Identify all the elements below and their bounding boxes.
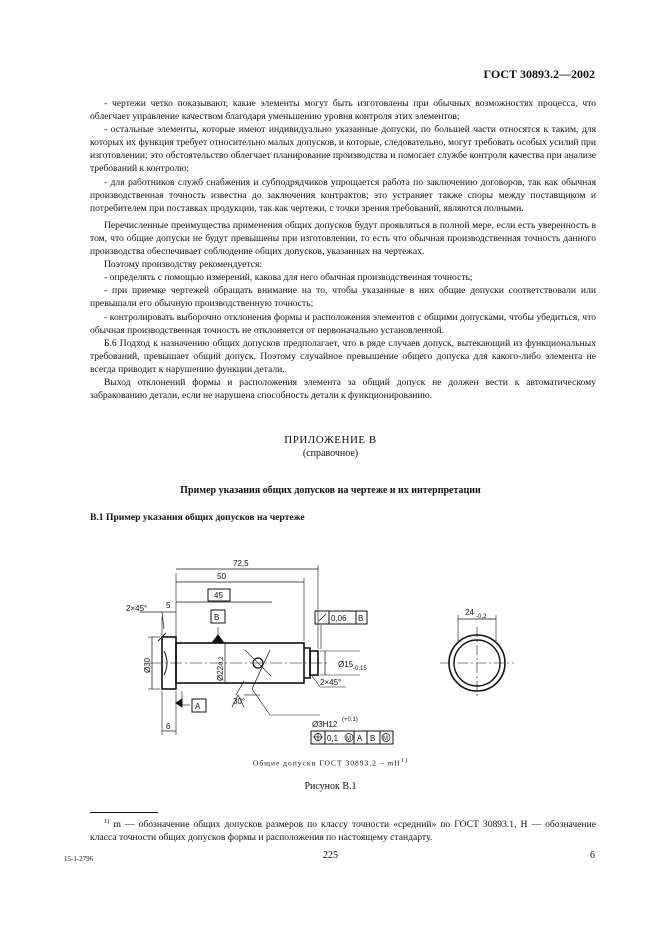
paragraph: - для работников служб снабжения и субподрядчиков упрощается работа по заключению договоров, так как обычная производственная точность известна до заключения контрактов; это устраняет также споры между поставщиком и потребителем при поставках продукции, так как чертежи, с точки зрения требований, являются полными. — [90, 176, 596, 214]
frame-bottom-datum-a: A — [357, 734, 363, 743]
footnote-divider — [90, 812, 158, 813]
page-number: 225 — [323, 850, 338, 861]
dim-total-label: 72,5 — [233, 559, 249, 568]
hole-label: Ø3H12 — [312, 720, 338, 729]
dim-50-label: 50 — [217, 572, 226, 581]
frame-top-datum: B — [358, 614, 364, 623]
chamfer-left-label: 2×45° — [126, 604, 148, 613]
paragraph: Выход отклонений формы и расположения элемента за общий допуск не должен вести к автоматическому забракованию детали, если не нарушена способность детали к функционированию. — [90, 376, 596, 402]
dim-5-label: 5 — [166, 601, 171, 610]
datum-a-label: A — [195, 702, 201, 711]
frame-bottom-datum-b: B — [370, 734, 376, 743]
caption-footnote-ref: 1) — [400, 757, 409, 764]
footnote-text: m — обозначение общих допусков размеров по классу точности «средний» по ГОСТ 30893.1, H — обозначение класса точности общих допусков формы и расположения по настоящему стандарту. — [90, 819, 596, 844]
angle-label: 30° — [233, 697, 246, 706]
appendix-subtitle: (справочное) — [302, 448, 359, 459]
section-title: Пример указания общих допусков на чертеже и их интерпретации — [180, 485, 481, 496]
dia-15-label: Ø15 — [338, 660, 354, 669]
frame-bottom-m2: M — [383, 736, 388, 742]
dia-22-label: Ø22 — [216, 665, 225, 681]
paragraph: - остальные элементы, которые имеют индивидуально указанные допуски, по большей части относятся к таким, для которых их функция требует относительно малых допусков, и которые, следовательно, могут требовать особых усилий при изготовлении; это обстоятельство облегчает планирование производства и помогает службе контроля качества при анализе требований к контролю; — [90, 124, 596, 175]
paragraph: - при приемке чертежей обращать внимание на то, чтобы указанные в них общие допуски соответствовали или превышали его обычную производственную точность; — [90, 285, 596, 310]
paragraph: Перечисленные преимущества применения общих допусков будут проявляться в полной мере, если есть уверенность в том, что общие допуски не будут превышены при изготовлении, то есть что обычная производственная точность данного производства обеспечивает соблюдение общих допусков, указанных на чертежах. — [90, 219, 596, 258]
frame-top-value: 0,06 — [331, 614, 347, 623]
paragraph: Б.6 Подход к назначению общих допусков предполагает, что в ряде случаев допуск, вытекающий из функциональных требований, превышает общий допуск. Поэтому случайное превышение общего допуска для какого-либо элемента не всегда приводит к нарушению функции детали. — [90, 337, 596, 375]
hole-tolerance: (+0,1) — [342, 717, 358, 723]
paragraph: Поэтому производству рекомендуется: — [104, 259, 263, 271]
dim-24-label: 24 — [465, 608, 474, 617]
footer-print-code: 15-1-2796 — [64, 855, 94, 863]
tolerance-frame-bottom — [311, 731, 393, 744]
dia-30-label: Ø30 — [143, 657, 152, 673]
figure-label: Рисунок В.1 — [304, 781, 357, 792]
datum-b-label: B — [214, 613, 220, 622]
appendix-title: ПРИЛОЖЕНИЕ В — [284, 434, 377, 446]
figure-caption — [0, 757, 661, 768]
subsection-title: В.1 Пример указания общих допусков на чертеже — [90, 512, 305, 523]
dim-24-tolerance: -0,2 — [476, 614, 487, 620]
frame-bottom-m1: M — [346, 736, 351, 742]
paragraph: - определять с помощью измерений, какова для него обычная производственная точность; — [104, 272, 473, 284]
technical-drawing — [120, 555, 560, 750]
dim-45-label: 45 — [214, 591, 223, 600]
paragraph: - контролировать выборочно отклонения формы и расположения элементов с общими допусками, чтобы убедиться, что обычная производственная точность не отклоняется от первоначально установленной. — [90, 311, 596, 336]
paragraph: - чертежи четко показывают, какие элементы могут быть изготовлены при обычных возможностях процесса, что облегчает управление качеством благодаря уменьшению уровня контроля этих элементов; — [90, 98, 596, 123]
body-text — [90, 97, 596, 402]
footer-sheet-number: 6 — [590, 850, 595, 861]
caption-text: Общие допуски ГОСТ 30893.2 – mH — [252, 758, 401, 768]
standard-header: ГОСТ 30893.2—2002 — [483, 67, 595, 81]
footnote-ref: 1) — [104, 818, 110, 825]
dia-15-tolerance: -0,15 — [353, 666, 367, 672]
dia-22-tolerance: -0,2 — [219, 656, 225, 667]
chamfer-right-label: 2×45° — [320, 678, 342, 687]
dim-6-label: 6 — [166, 722, 171, 731]
frame-bottom-value: 0,1 — [327, 734, 339, 743]
footnote — [90, 815, 596, 844]
